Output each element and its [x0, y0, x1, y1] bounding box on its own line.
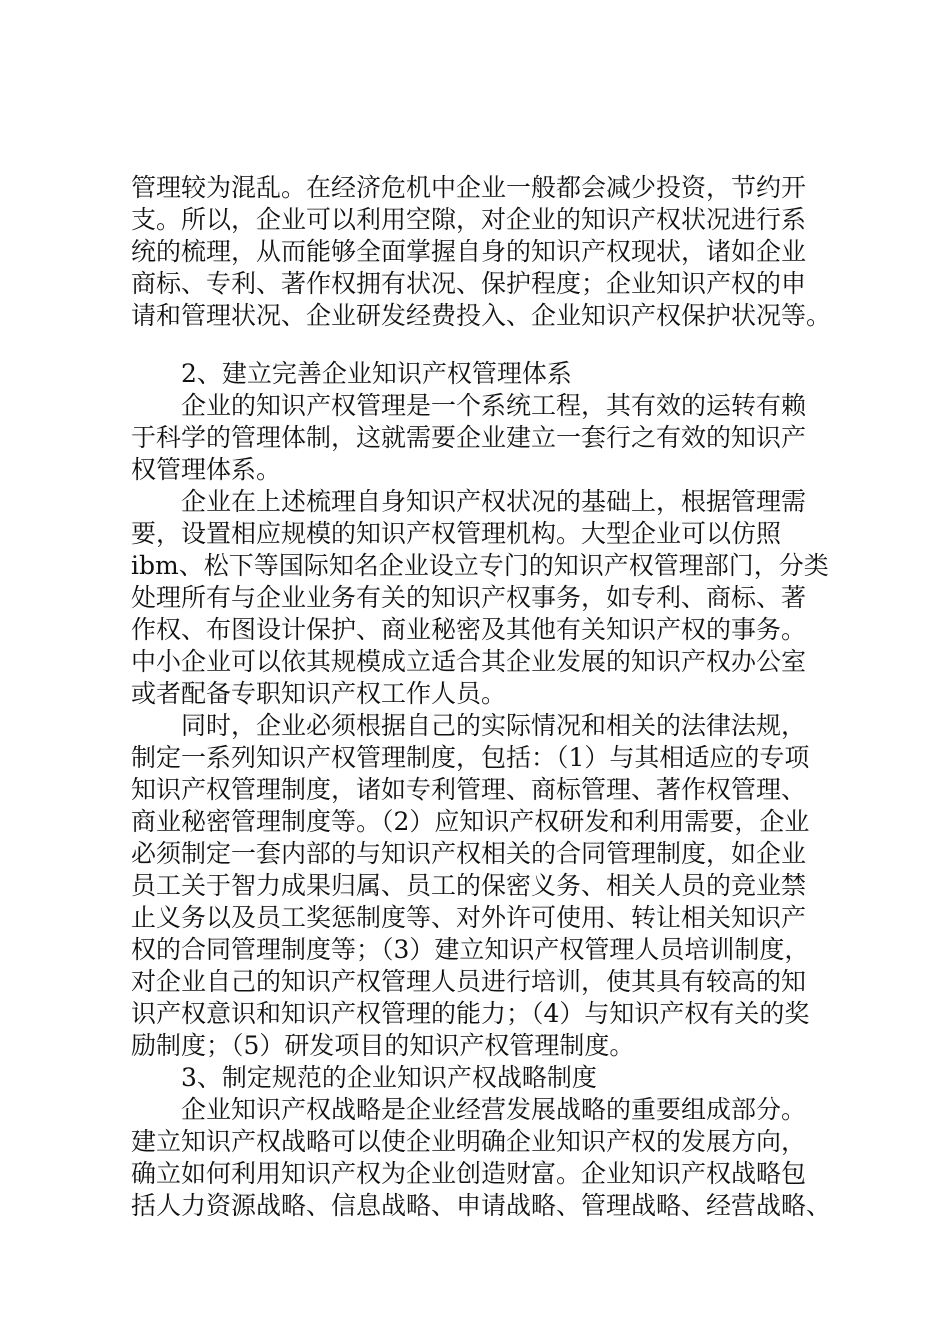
paragraph-gap: [131, 332, 851, 358]
text-line: 止义务以及员工奖惩制度等、对外许可使用、转让相关知识产: [131, 903, 807, 932]
text-line: 同时，企业必须根据自己的实际情况和相关的法律法规，: [181, 711, 807, 740]
text-line: 企业在上述梳理自身知识产权状况的基础上，根据管理需: [181, 487, 807, 516]
document-body: [131, 172, 851, 1222]
section-heading: 2、建立完善企业知识产权管理体系: [181, 359, 572, 388]
text-line: 识产权意识和知识产权管理的能力；（4）与知识产权有关的奖: [131, 999, 810, 1028]
text-line: 管理较为混乱。在经济危机中企业一般都会减少投资，节约开: [131, 173, 807, 202]
text-line: 企业知识产权战略是企业经营发展战略的重要组成部分。: [181, 1095, 807, 1124]
section-heading: 3、制定规范的企业知识产权战略制度: [181, 1063, 597, 1092]
text-line: 支。所以，企业可以利用空隙，对企业的知识产权状况进行系: [131, 205, 807, 234]
text-line: 处理所有与企业业务有关的知识产权事务，如专利、商标、著: [131, 583, 807, 612]
text-line: 必须制定一套内部的与知识产权相关的合同管理制度，如企业: [131, 839, 807, 868]
text-line: 商标、专利、著作权拥有状况、保护程度；企业知识产权的申: [131, 269, 807, 298]
text-line: 企业的知识产权管理是一个系统工程，其有效的运转有赖: [181, 391, 807, 420]
text-line: 或者配备专职知识产权工作人员。: [131, 679, 507, 708]
text-line: 统的梳理，从而能够全面掌握自身的知识产权现状，诸如企业: [131, 237, 807, 266]
text-line: ibm、松下等国际知名企业设立专门的知识产权管理部门，分类: [131, 551, 829, 580]
text-line: 制定一系列知识产权管理制度，包括：（1）与其相适应的专项: [131, 743, 810, 772]
text-line: 确立如何利用知识产权为企业创造财富。企业知识产权战略包: [131, 1159, 807, 1188]
text-line: 员工关于智力成果归属、员工的保密义务、相关人员的竞业禁: [131, 871, 807, 900]
text-line: 励制度；（5）研发项目的知识产权管理制度。: [131, 1031, 635, 1060]
text-line: 权的合同管理制度等；（3）建立知识产权管理人员培训制度，: [131, 935, 810, 964]
text-line: 括人力资源战略、信息战略、申请战略、管理战略、经营战略、: [131, 1191, 832, 1220]
text-line: 知识产权管理制度，诸如专利管理、商标管理、著作权管理、: [131, 775, 807, 804]
text-line: 要，设置相应规模的知识产权管理机构。大型企业可以仿照: [131, 519, 782, 548]
text-line: 权管理体系。: [131, 455, 282, 484]
text-line: 于科学的管理体制，这就需要企业建立一套行之有效的知识产: [131, 423, 807, 452]
text-line: 请和管理状况、企业研发经费投入、企业知识产权保护状况等。: [131, 301, 832, 330]
text-line: 建立知识产权战略可以使企业明确企业知识产权的发展方向，: [131, 1127, 807, 1156]
text-line: 对企业自己的知识产权管理人员进行培训，使其具有较高的知: [131, 967, 807, 996]
text-line: 商业秘密管理制度等。（2）应知识产权研发和利用需要，企业: [131, 807, 810, 836]
text-line: 作权、布图设计保护、商业秘密及其他有关知识产权的事务。: [131, 615, 807, 644]
text-line: 中小企业可以依其规模成立适合其企业发展的知识产权办公室: [131, 647, 807, 676]
